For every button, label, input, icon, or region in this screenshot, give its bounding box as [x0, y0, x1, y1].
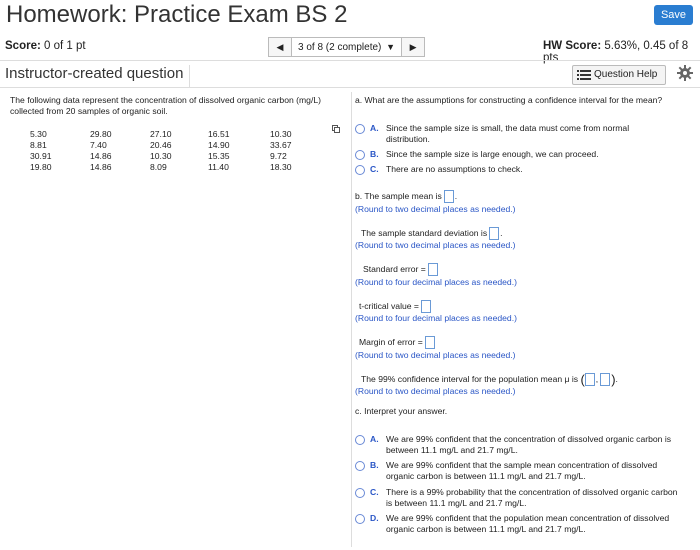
option-letter: B. [370, 149, 379, 159]
sample-sd-label: The sample standard deviation is [361, 227, 488, 238]
dropdown-caret-icon: ▼ [386, 42, 396, 52]
data-cell: 15.35 [208, 151, 230, 161]
option-c-4[interactable] [355, 513, 685, 535]
option-text: There is a 99% probability that the concentration of dissolved organic carbon is between 11.1 mg/L and 21.7 mg/L. [386, 487, 678, 508]
round-hint: (Round to two decimal places as needed.) [355, 386, 516, 396]
panel-divider [351, 92, 352, 547]
question-position-text: 3 of 8 (2 complete) [298, 42, 382, 53]
option-letter: A. [370, 123, 379, 133]
round-hint: (Round to two decimal places as needed.) [355, 350, 516, 360]
data-cell: 8.09 [150, 162, 167, 172]
question-panel [355, 95, 695, 534]
radio-button[interactable] [355, 514, 365, 524]
standard-error-input[interactable] [428, 263, 438, 276]
data-cell: 20.46 [150, 140, 172, 150]
previous-question-button[interactable]: ◀ [268, 37, 292, 57]
t-critical-row [359, 300, 432, 313]
data-cell: 14.86 [90, 151, 112, 161]
confidence-interval-label: The 99% confidence interval for the population mean μ is [361, 373, 579, 384]
option-text: Since the sample size is small, the data must come from normal distribution. [386, 123, 630, 144]
gear-icon[interactable] [677, 65, 693, 81]
page-title: Homework: Practice Exam BS 2 [6, 1, 348, 28]
data-cell: 16.51 [208, 129, 230, 139]
question-navigator [268, 37, 425, 57]
next-question-button[interactable]: ▶ [401, 37, 425, 57]
data-cell: 27.10 [150, 129, 172, 139]
ci-lower-input[interactable] [585, 373, 595, 386]
option-text: There are no assumptions to check. [386, 164, 523, 174]
option-letter: A. [370, 434, 379, 444]
option-c-1[interactable] [355, 434, 685, 456]
sample-sd-input[interactable] [489, 227, 499, 240]
round-hint: (Round to two decimal places as needed.) [355, 240, 516, 250]
question-help-label: Question Help [594, 69, 658, 80]
option-letter: C. [370, 164, 379, 174]
score-display [5, 40, 86, 52]
radio-button[interactable] [355, 165, 365, 175]
save-button[interactable]: Save [654, 5, 693, 25]
data-table [30, 129, 345, 173]
problem-statement: The following data represent the concentration of dissolved organic carbon (mg/L) collected from 20 samples of organic soil. [10, 95, 321, 116]
data-panel [10, 95, 345, 173]
title-bar [0, 0, 700, 33]
option-c-2[interactable] [355, 460, 685, 482]
radio-button[interactable] [355, 124, 365, 134]
copy-data-icon[interactable] [332, 125, 340, 133]
question-type-title: Instructor-created question [5, 65, 190, 87]
data-cell: 5.30 [30, 129, 47, 139]
radio-button[interactable] [355, 461, 365, 471]
margin-of-error-row [359, 336, 436, 349]
question-help-button[interactable] [572, 65, 666, 85]
option-letter: B. [370, 460, 379, 470]
close-paren: ) [611, 372, 616, 387]
option-a-2[interactable] [355, 149, 685, 160]
score-value: 0 of 1 pt [44, 40, 86, 52]
option-a-1[interactable] [355, 123, 655, 145]
part-c-prompt: c. Interpret your answer. [355, 406, 448, 416]
radio-button[interactable] [355, 150, 365, 160]
data-cell: 9.72 [270, 151, 287, 161]
round-hint: (Round to four decimal places as needed.) [355, 313, 517, 323]
option-text: We are 99% confident that the population mean concentration of dissolved organic carbon is between 11.1 mg/L and 21.7 mg/L. [386, 513, 670, 534]
score-label: Score: [5, 40, 41, 52]
data-cell: 30.91 [30, 151, 52, 161]
ci-upper-input[interactable] [600, 373, 610, 386]
open-paren: ( [580, 372, 585, 387]
standard-error-row [363, 263, 439, 276]
data-cell: 11.40 [208, 162, 229, 172]
option-letter: D. [370, 513, 379, 523]
option-c-3[interactable] [355, 487, 685, 509]
round-hint: (Round to two decimal places as needed.) [355, 204, 516, 214]
data-cell: 18.30 [270, 162, 292, 172]
hw-score-value: 5.63%, 0.45 of 8 pts [543, 40, 689, 64]
question-select-dropdown[interactable] [292, 37, 401, 57]
margin-of-error-label: Margin of error = [359, 336, 423, 347]
data-cell: 19.80 [30, 162, 52, 172]
option-letter: C. [370, 487, 379, 497]
data-cell: 7.40 [90, 140, 107, 150]
option-text: Since the sample size is large enough, we can proceed. [386, 149, 599, 159]
sample-sd-row: The sample standard deviation is . [361, 227, 503, 240]
data-cell: 33.67 [270, 140, 292, 150]
option-a-3[interactable] [355, 164, 685, 175]
list-icon [577, 70, 591, 80]
margin-of-error-input[interactable] [425, 336, 435, 349]
option-text: We are 99% confident that the concentration of dissolved organic carbon is between 11.1 mg/L and 21.7 mg/L. [386, 434, 672, 455]
data-cell: 14.90 [208, 140, 230, 150]
sample-mean-input[interactable] [444, 190, 454, 203]
question-ribbon [0, 60, 700, 88]
radio-button[interactable] [355, 435, 365, 445]
sample-mean-label: b. The sample mean is [355, 190, 442, 201]
score-bar [0, 34, 700, 64]
data-cell: 8.81 [30, 140, 47, 150]
hw-score-label: HW Score: [543, 40, 602, 52]
standard-error-label: Standard error = [363, 263, 426, 274]
data-cell: 14.86 [90, 162, 112, 172]
sample-mean-row: b. The sample mean is . [355, 190, 457, 203]
t-critical-input[interactable] [421, 300, 431, 313]
radio-button[interactable] [355, 488, 365, 498]
round-hint: (Round to four decimal places as needed.) [355, 277, 517, 287]
data-cell: 29.80 [90, 129, 112, 139]
confidence-interval-row: The 99% confidence interval for the population mean μ is ( , ). [361, 372, 618, 387]
option-text: We are 99% confident that the sample mean concentration of dissolved organic carbon is between 11.1 mg/L and 21.7 mg/L. [386, 460, 658, 481]
t-critical-label: t-critical value = [359, 300, 419, 311]
part-a-prompt: a. What are the assumptions for constructing a confidence interval for the mean? [355, 95, 663, 105]
data-cell: 10.30 [150, 151, 172, 161]
data-cell: 10.30 [270, 129, 292, 139]
